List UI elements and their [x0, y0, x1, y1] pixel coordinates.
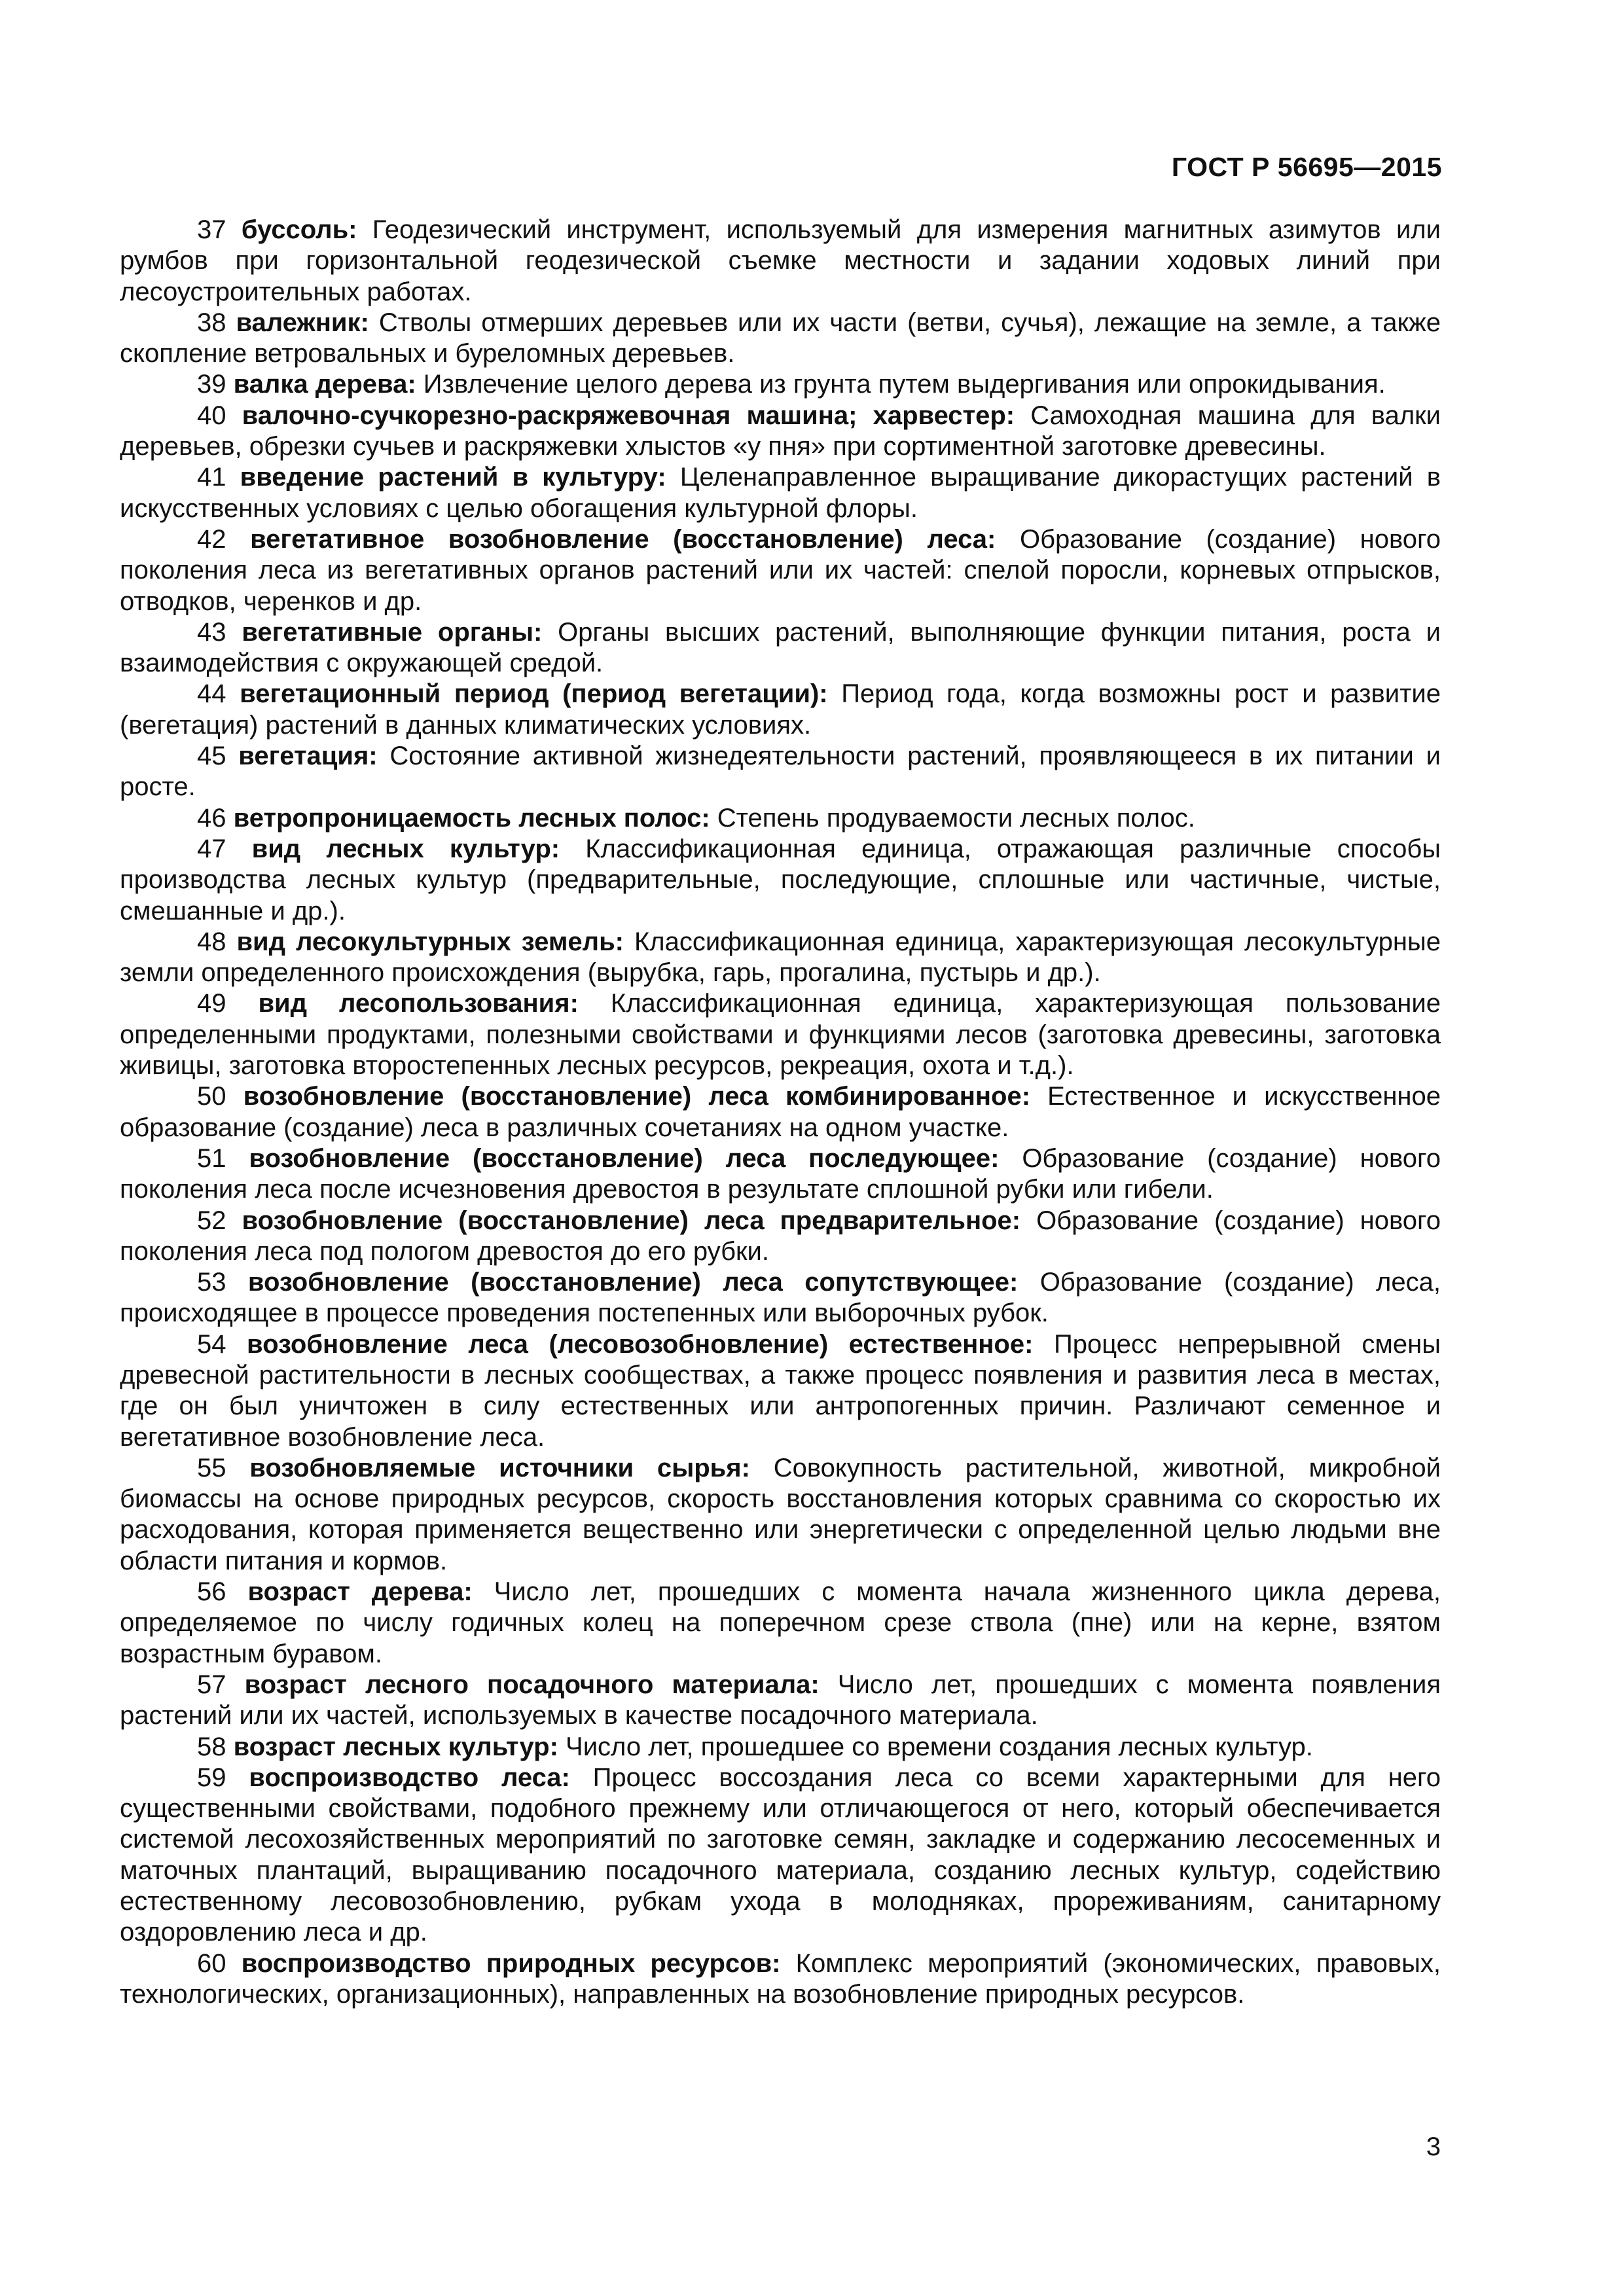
term-number: 43 [197, 617, 226, 647]
term-definition: Целенаправленное выращивание дикорастущих растений в искусственных условиях с целью обогащения культурной флоры. [120, 463, 1441, 523]
term-name: валка дерева: [233, 370, 416, 399]
term-entry [120, 1143, 1441, 1206]
term-number: 53 [197, 1268, 226, 1297]
term-number: 51 [197, 1143, 226, 1173]
term-number: 55 [197, 1453, 226, 1482]
term-entry [120, 1577, 1441, 1670]
term-name: возраст лесных культур: [233, 1732, 558, 1761]
term-entry [120, 369, 1441, 400]
term-entry [120, 834, 1441, 927]
term-name: возобновляемые источники сырья: [249, 1453, 750, 1482]
term-definition: Классификационная единица, отражающая различные способы производства лесных культур (предварительные, последующие, сплошные или частичные, чистые, смешанные и др.). [120, 834, 1441, 925]
term-number: 40 [197, 401, 226, 430]
term-entry [120, 1081, 1441, 1143]
term-name: воспроизводство природных ресурсов: [241, 1948, 781, 1978]
term-name: возраст лесного посадочного материала: [244, 1670, 820, 1699]
term-name: вегетационный период (период вегетации): [240, 679, 828, 709]
term-definition: Стволы отмерших деревьев или их части (ветви, сучья), лежащие на земле, а также скопление ветровальных и буреломных деревьев. [120, 308, 1441, 368]
term-definition: Комплекс мероприятий (экономических, правовых, технологических, организационных), направленных на возобновление природных ресурсов. [120, 1948, 1441, 2009]
term-name: вид лесопользования: [258, 989, 579, 1018]
term-entry [120, 1329, 1441, 1453]
term-entry [120, 1267, 1441, 1329]
term-entry [120, 462, 1441, 524]
term-definition: Образование (создание) нового поколения леса под пологом древостоя до его рубки. [120, 1206, 1441, 1266]
term-entry [120, 988, 1441, 1081]
term-definition: Извлечение целого дерева из грунта путем выдергивания или опрокидывания. [423, 370, 1386, 399]
term-number: 50 [197, 1082, 226, 1111]
term-entry [120, 1206, 1441, 1268]
term-name: введение растений в культуру: [240, 463, 666, 492]
term-entry [120, 1763, 1441, 1948]
term-number: 57 [197, 1670, 226, 1699]
term-definition: Число лет, прошедшее со времени создания лесных культур. [566, 1732, 1313, 1761]
term-number: 37 [197, 215, 226, 244]
terms-list [120, 215, 1441, 2010]
term-name: вид лесокультурных земель: [236, 927, 624, 956]
term-name: вегетативные органы: [242, 617, 543, 647]
term-entry [120, 308, 1441, 370]
term-name: возобновление (восстановление) леса сопутствующее: [247, 1268, 1019, 1297]
term-definition: Процесс воссоздания леса со всеми характерными для него существенными свойствами, подобного прежнему или отличающегося от него, который обеспечивается системой лесохозяйственных мероприятий по заготовке семян, закладке и содержанию лесосеменных и маточных плантаций, выращиванию посадочного материала, созданию лесных культур, содействию естественному лесовозобновлению, рубкам ухода в молодняках, прореживаниям, санитарному оздоровлению леса и др. [120, 1763, 1441, 1947]
term-number: 46 [197, 803, 226, 833]
term-number: 42 [197, 524, 226, 554]
term-definition: Классификационная единица, характеризующая лесокультурные земли определенного происхождения (вырубка, гарь, прогалина, пустырь и др.). [120, 927, 1441, 988]
term-number: 59 [197, 1763, 226, 1792]
term-name: вид лесных культур: [251, 834, 560, 863]
term-entry [120, 1453, 1441, 1577]
term-name: возобновление леса (лесовозобновление) естественное: [247, 1329, 1034, 1359]
term-name: вегетация: [238, 742, 378, 771]
term-entry [120, 1670, 1441, 1732]
page-number: 3 [1426, 2132, 1441, 2161]
term-definition: Состояние активной жизнедеятельности растений, проявляющееся в их питании и росте. [120, 742, 1441, 802]
term-entry [120, 617, 1441, 679]
term-entry [120, 803, 1441, 834]
term-number: 38 [197, 308, 226, 337]
term-number: 48 [197, 927, 226, 956]
term-definition: Число лет, прошедших с момента появления растений или их частей, используемых в качестве посадочного материала. [120, 1670, 1441, 1731]
term-definition: Образование (создание) нового поколения леса после исчезновения древостоя в результате сплошной рубки или гибели. [120, 1143, 1441, 1204]
term-name: валежник: [236, 308, 369, 337]
term-name: ветропроницаемость лесных полос: [233, 803, 710, 833]
term-name: валочно-сучкорезно-раскряжевочная машина; харвестер: [242, 401, 1015, 430]
term-number: 39 [197, 370, 226, 399]
term-number: 45 [197, 742, 226, 771]
term-number: 56 [197, 1577, 226, 1607]
term-name: буссоль: [241, 215, 357, 244]
term-definition: Степень продуваемости лесных полос. [717, 803, 1195, 833]
term-definition: Геодезический инструмент, используемый для измерения магнитных азимутов или румбов при горизонтальной геодезической съемке местности и задании ходовых линий при лесоустроительных работах. [120, 215, 1441, 306]
term-number: 54 [197, 1329, 226, 1359]
term-definition: Число лет, прошедших с момента начала жизненного цикла дерева, определяемое по числу годичных колец на поперечном срезе ствола (пне) или на керне, взятом возрастным буравом. [120, 1577, 1441, 1668]
term-number: 44 [197, 679, 226, 709]
term-entry [120, 927, 1441, 989]
term-name: возраст дерева: [247, 1577, 473, 1607]
term-name: возобновление (восстановление) леса предварительное: [242, 1206, 1021, 1235]
term-definition: Совокупность растительной, животной, микробной биомассы на основе природных ресурсов, скорость восстановления которых сравнима со скоростью их расходования, которая применяется вещественно или энергетически с определенной целью людьми вне области питания и кормов. [120, 1453, 1441, 1575]
term-definition: Образование (создание) нового поколения леса из вегетативных органов растений или их частей: спелой поросли, корневых отпрысков, отводков, черенков и др. [120, 524, 1441, 616]
term-entry [120, 741, 1441, 803]
term-name: возобновление (восстановление) леса последующее: [249, 1143, 1000, 1173]
document-id: ГОСТ Р 56695—2015 [1171, 152, 1442, 182]
term-definition: Период года, когда возможны рост и развитие (вегетация) растений в данных климатических условиях. [120, 679, 1441, 740]
term-definition: Органы высших растений, выполняющие функции питания, роста и взаимодействия с окружающей средой. [120, 617, 1441, 678]
term-name: воспроизводство леса: [249, 1763, 570, 1792]
term-entry [120, 1948, 1441, 2011]
term-definition: Самоходная машина для валки деревьев, обрезки сучьев и раскряжевки хлыстов «у пня» при сортиментной заготовке древесины. [120, 401, 1441, 461]
term-entry [120, 401, 1441, 463]
term-number: 52 [197, 1206, 226, 1235]
term-definition: Классификационная единица, характеризующая пользование определенными продуктами, полезными свойствами и функциями лесов (заготовка древесины, заготовка живицы, заготовка второстепенных лесных ресурсов, рекреация, охота и т.д.). [120, 989, 1441, 1081]
term-name: вегетативное возобновление (восстановление) леса: [250, 524, 996, 554]
term-number: 49 [197, 989, 226, 1018]
term-entry [120, 679, 1441, 741]
term-entry [120, 215, 1441, 308]
term-definition: Процесс непрерывной смены древесной растительности в лесных сообществах, а также процесс появления и развития леса в местах, где он был уничтожен в силу естественных или антропогенных причин. Различают семенное и вегетативное возобновление леса. [120, 1329, 1441, 1452]
term-number: 58 [197, 1732, 226, 1761]
term-entry [120, 1732, 1441, 1763]
term-name: возобновление (восстановление) леса комбинированное: [243, 1082, 1031, 1111]
term-definition: Естественное и искусственное образование (создание) леса в различных сочетаниях на одном участке. [120, 1082, 1441, 1142]
term-number: 47 [197, 834, 226, 863]
term-definition: Образование (создание) леса, происходящее в процессе проведения постепенных или выборочных рубок. [120, 1268, 1441, 1328]
term-number: 60 [197, 1948, 226, 1978]
term-number: 41 [197, 463, 226, 492]
term-entry [120, 524, 1441, 617]
